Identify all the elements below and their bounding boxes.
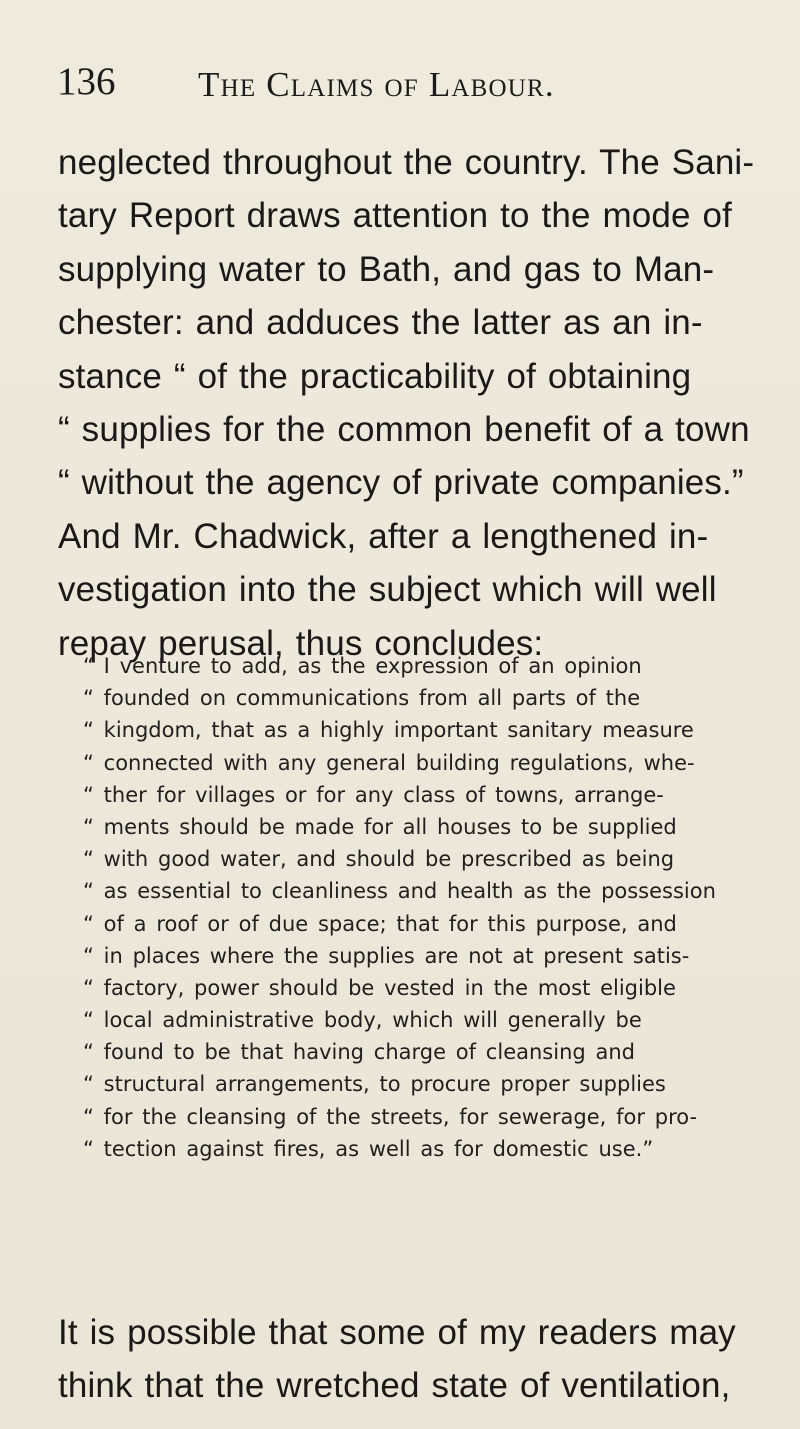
quote-line: “ founded on communications from all parts of the (83, 686, 641, 711)
block-quotation (83, 650, 755, 1165)
quote-line: “ I venture to add, as the expression of an opinion (83, 654, 642, 678)
text-line: It is possible that some of my readers may (58, 1313, 736, 1352)
running-title: The Claims of Labour. (198, 65, 555, 104)
text-line: neglected throughout the country. The Sani- (58, 143, 755, 182)
quote-line: “ kingdom, that as a highly important sanitary measure (83, 718, 694, 743)
quote-line: “ ments should be made for all houses to be supplied (83, 814, 677, 839)
text-line: chester: and adduces the latter as an in- (58, 303, 703, 343)
quote-line: “ connected with any general building regulations, whe- (83, 750, 695, 775)
running-head (57, 62, 757, 112)
quote-line: “ in places where the supplies are not at present satis- (83, 943, 690, 968)
quote-line: “ ther for villages or for any class of towns, arrange- (83, 782, 664, 807)
text-line: And Mr. Chadwick, after a lengthened in- (58, 516, 709, 556)
quote-line: “ local administrative body, which will generally be (83, 1008, 642, 1033)
quote-line: “ for the cleansing of the streets, for sewerage, for pro- (83, 1104, 698, 1129)
text-line: “ without the agency of private companies.” (58, 463, 744, 503)
text-line: think that the wretched state of ventilation, (58, 1366, 731, 1406)
text-line: tary Report draws attention to the mode of (58, 196, 732, 236)
quote-line: “ found to be that having charge of cleansing and (83, 1040, 635, 1065)
quote-line: “ as essential to cleanliness and health as the possession (83, 879, 716, 904)
text-line: vestigation into the subject which will well (58, 570, 717, 610)
quote-line: “ with good water, and should be prescribed as being (83, 847, 675, 872)
text-line: repay perusal, thus concludes: (58, 623, 544, 663)
page-number: 136 (57, 60, 116, 103)
main-paragraph (58, 136, 763, 670)
quote-line: “ tection against fires, as well as for domestic use.” (83, 1136, 654, 1161)
quote-line: “ factory, power should be vested in the most eligible (83, 975, 676, 1000)
quote-line: “ of a roof or of due space; that for this purpose, and (83, 911, 677, 936)
text-line: supplying water to Bath, and gas to Man- (58, 249, 715, 289)
text-line: stance “ of the practicability of obtaining (58, 356, 692, 396)
text-line: “ supplies for the common benefit of a town (58, 409, 750, 449)
quote-line: “ structural arrangements, to procure proper supplies (83, 1072, 666, 1097)
closing-paragraph (58, 1306, 763, 1413)
